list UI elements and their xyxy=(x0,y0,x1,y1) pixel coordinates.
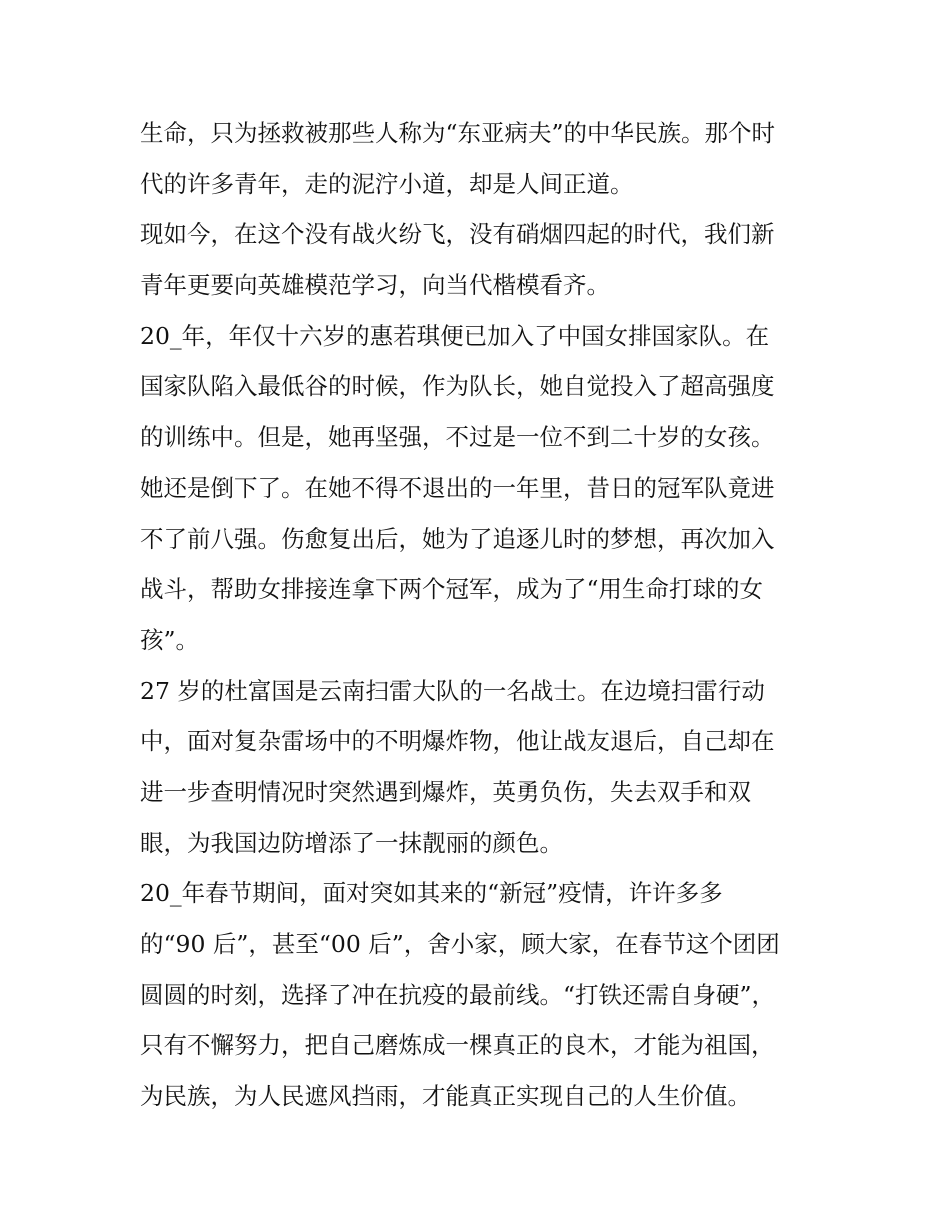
text-line-12: 27 岁的杜富国是云南扫雷大队的一名战士。在边境扫雷行动 xyxy=(140,676,765,705)
text-line-16: 20_年春节期间，面对突如其来的“新冠”疫情，许许多多 xyxy=(140,879,723,908)
text-line-20: 为民族，为人民遮风挡雨，才能真正实现自己的人生价值。 xyxy=(140,1082,751,1111)
text-line-18: 圆圆的时刻，选择了冲在抗疫的最前线。“打铁还需自身硬”， xyxy=(140,980,776,1009)
text-line-9: 不了前八强。伤愈复出后，她为了追逐儿时的梦想，再次加入 xyxy=(140,524,775,553)
text-line-2: 代的许多青年，走的泥泞小道，却是人间正道。 xyxy=(140,169,634,198)
text-line-15: 眼，为我国边防增添了一抹靓丽的颜色。 xyxy=(140,828,563,857)
text-line-10: 战斗，帮助女排接连拿下两个冠军，成为了“用生命打球的女 xyxy=(140,575,764,604)
text-line-14: 进一步查明情况时突然遇到爆炸，英勇负伤，失去双手和双 xyxy=(140,777,751,806)
text-line-4: 青年更要向英雄模范学习，向当代楷模看齐。 xyxy=(140,271,610,300)
text-line-19: 只有不懈努力，把自己磨炼成一棵真正的良木，才能为祖国， xyxy=(140,1031,775,1060)
text-line-8: 她还是倒下了。在她不得不退出的一年里，昔日的冠军队竟进 xyxy=(140,473,775,502)
text-line-6: 国家队陷入最低谷的时候，作为队长，她自觉投入了超高强度 xyxy=(140,372,775,401)
text-line-13: 中，面对复杂雷场中的不明爆炸物，他让战友退后，自己却在 xyxy=(140,727,775,756)
body-text xyxy=(140,108,820,1122)
text-line-1: 生命，只为拯救被那些人称为“东亚病夫”的中华民族。那个时 xyxy=(140,119,776,147)
text-line-3: 现如今，在这个没有战火纷飞，没有硝烟四起的时代，我们新 xyxy=(140,220,775,249)
text-line-7: 的训练中。但是，她再坚强，不过是一位不到二十岁的女孩。 xyxy=(140,423,775,452)
text-line-5: 20_年，年仅十六岁的惠若琪便已加入了中国女排国家队。在 xyxy=(140,321,770,350)
text-line-17: 的“90 后”，甚至“00 后”，舍小家，顾大家，在春节这个团团 xyxy=(140,930,780,958)
text-line-11: 孩”。 xyxy=(140,625,200,654)
